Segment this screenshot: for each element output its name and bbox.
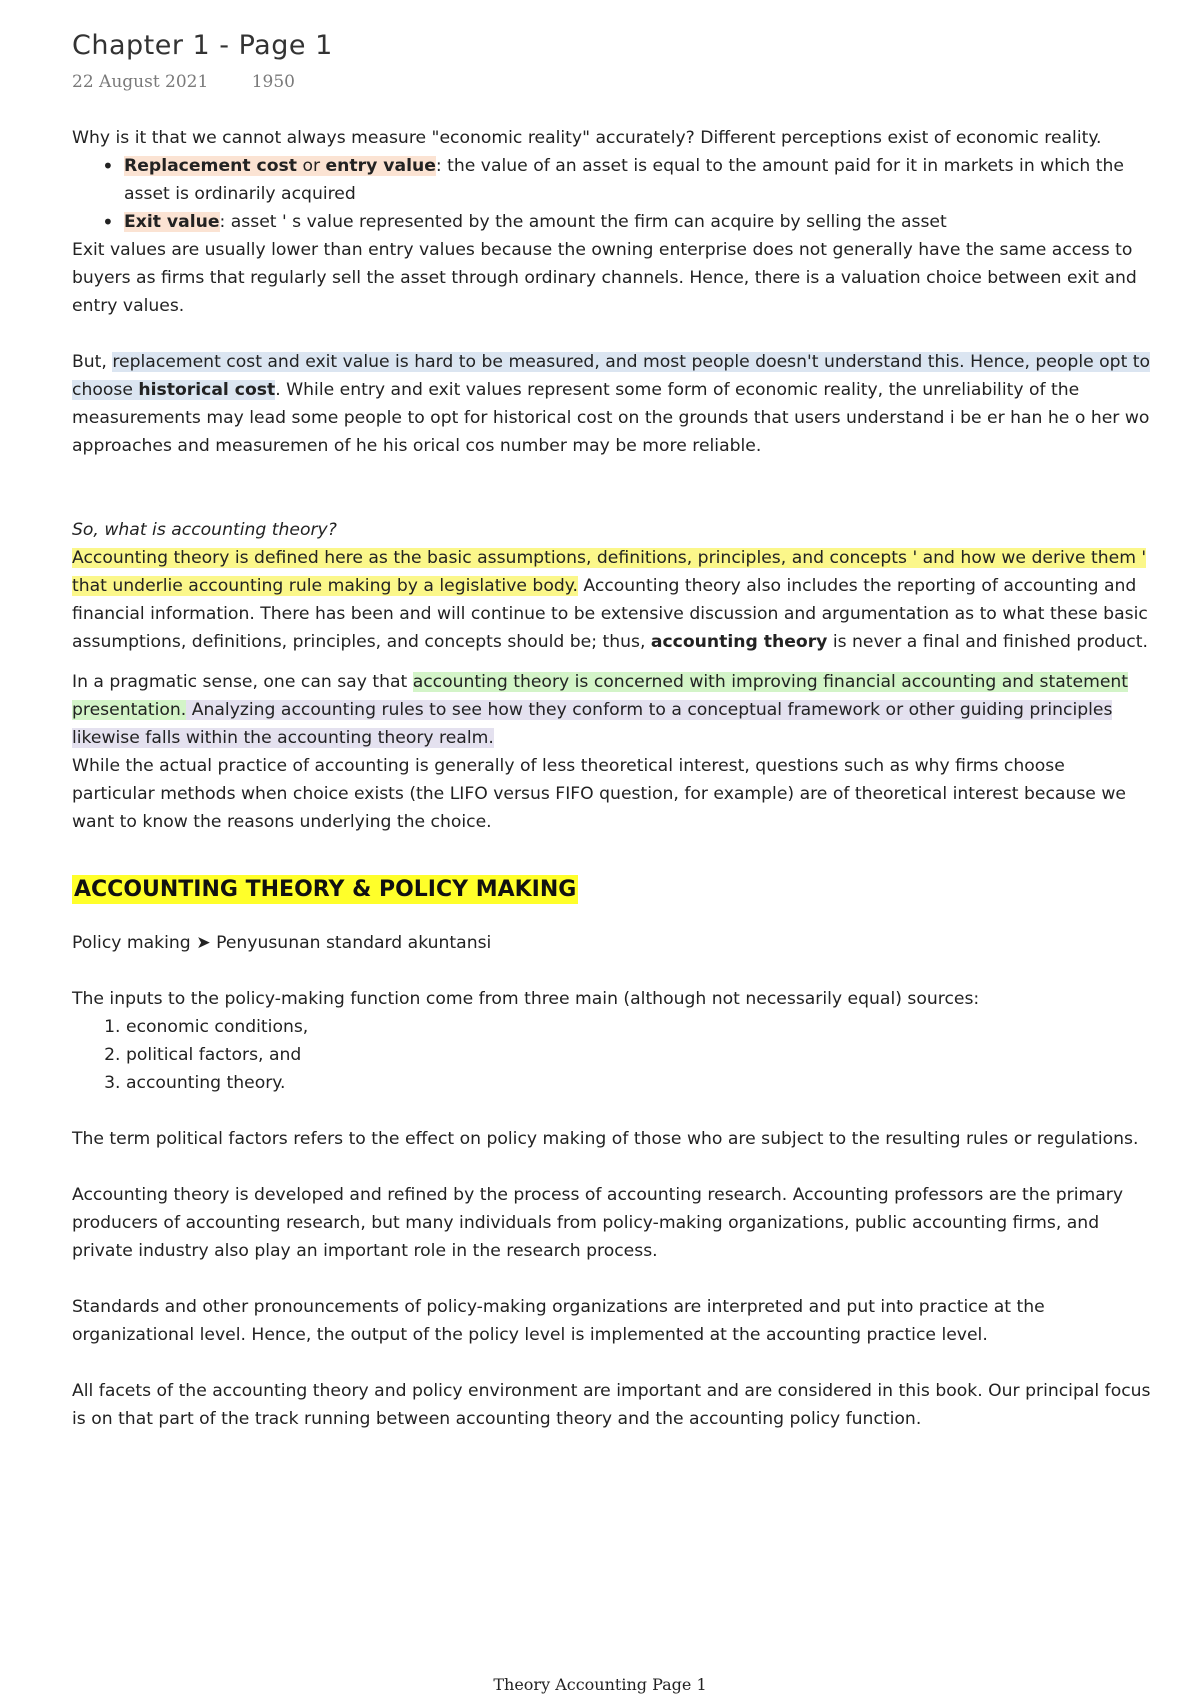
paragraph-political: The term political factors refers to the effect on policy making of those who are subject to the resulting rules or regulations. [72,1129,1139,1149]
paragraph-exit-values: Exit values are usually lower than entry values because the owning enterprise does not generally have the same access to buyers as firms that regularly sell the asset through ordinary channels. Hence, there is a valuation choice between exit and entry values. [72,240,1137,316]
text-span: is never a final and finished product. [827,632,1148,652]
bullet-list [72,152,1152,236]
policy-translation: Penyusunan standard akuntansi [216,933,492,953]
text-span: In a pragmatic sense, one can say that [72,672,413,692]
question-line: So, what is accounting theory? [72,520,337,540]
highlight-green: accounting theory is concerned with improving financial accounting and statement presentation. [72,672,1129,720]
term-replacement-cost: Replacement cost [124,156,297,176]
paragraph-pragmatic [72,668,1152,752]
section-heading-wrap [72,876,1152,905]
bullet-text: : asset ' s value represented by the amount the firm can acquire by selling the asset [219,212,947,232]
list-item: 2. political factors, and [126,1041,1152,1069]
list-item: 3. accounting theory. [126,1069,1152,1097]
bullet-text: : the value of an asset is equal to the amount paid for it in markets in which the asset is ordinarily acquired [124,156,1124,204]
term-entry-value: entry value [325,156,436,176]
paragraph-intro: Why is it that we cannot always measure "economic reality" accurately? Different perceptions exist of economic reality. [72,128,1102,148]
inputs-list [72,1013,1152,1097]
bullet-item [124,208,1152,236]
section-heading: ACCOUNTING THEORY & POLICY MAKING [74,877,577,902]
page-title: Chapter 1 - Page 1 [72,30,333,61]
arrow-icon: ➤ [196,933,211,953]
term-accounting-theory: accounting theory [650,632,828,652]
highlight-yellow: Accounting theory is defined here as the basic assumptions, definitions, principles, and concepts ' and how we derive them ' that underlie accounting rule making by a legislative body. [72,548,1147,596]
page-meta [72,72,1152,102]
text-span: Accounting theory also includes the reporting of accounting and financial information. There has been and will continue to be extensive discussion and argumentation as to what these basic assumptions, definitions, principles, and concepts should be; thus, [72,576,1148,652]
text-span: . While entry and exit values represent some form of economic reality, the unreliability of the measurements may lead some people to opt for historical cost on the grounds that users understand i be er han he o her wo approaches and measuremen of he his orical cos number may be more reliable. [72,380,1150,456]
page-time: 1950 [251,72,295,92]
term-join: or [296,156,326,176]
paragraph-research: Accounting theory is developed and refined by the process of accounting research. Accounting professors are the primary producers of accounting research, but many individuals from policy-making organizations, public accounting firms, and private industry also play an important role in the research process. [72,1185,1123,1261]
list-item: 1. economic conditions, [126,1013,1152,1041]
term-exit-value: Exit value [124,212,220,232]
paragraph-definition [72,544,1152,656]
page-content [72,30,1152,1433]
paragraph-standards: Standards and other pronouncements of policy-making organizations are interpreted and put into practice at the organizational level. Hence, the output of the policy level is implemented at the accounting practice level. [72,1297,1045,1345]
policy-line [72,929,1152,957]
text-span: But, [72,352,113,372]
note-body [72,124,1152,1433]
highlight-blue: replacement cost and exit value is hard to be measured, and most people doesn't understand this. Hence, people opt to choose [72,352,1151,400]
paragraph-facets: All facets of the accounting theory and policy environment are important and are considered in this book. Our principal focus is on that part of the track running between accounting theory and the accounting policy function. [72,1381,1151,1429]
paragraph-inputs: The inputs to the policy-making function come from three main (although not necessarily equal) sources: [72,989,980,1009]
paragraph-historical-cost [72,348,1152,460]
page-footer: Theory Accounting Page 1 [493,1675,707,1694]
policy-label: Policy making [72,933,191,953]
bullet-item [124,152,1152,208]
paragraph-practice: While the actual practice of accounting is generally of less theoretical interest, questions such as why firms choose particular methods when choice exists (the LIFO versus FIFO question, for example) are of theoretical interest because we want to know the reasons underlying the choice. [72,756,1126,832]
term-historical-cost: historical cost [138,380,276,400]
highlight-purple: Analyzing accounting rules to see how they conform to a conceptual framework or other guiding principles likewise falls within the accounting theory realm. [72,700,1113,748]
page-date: 22 August 2021 [72,72,209,92]
